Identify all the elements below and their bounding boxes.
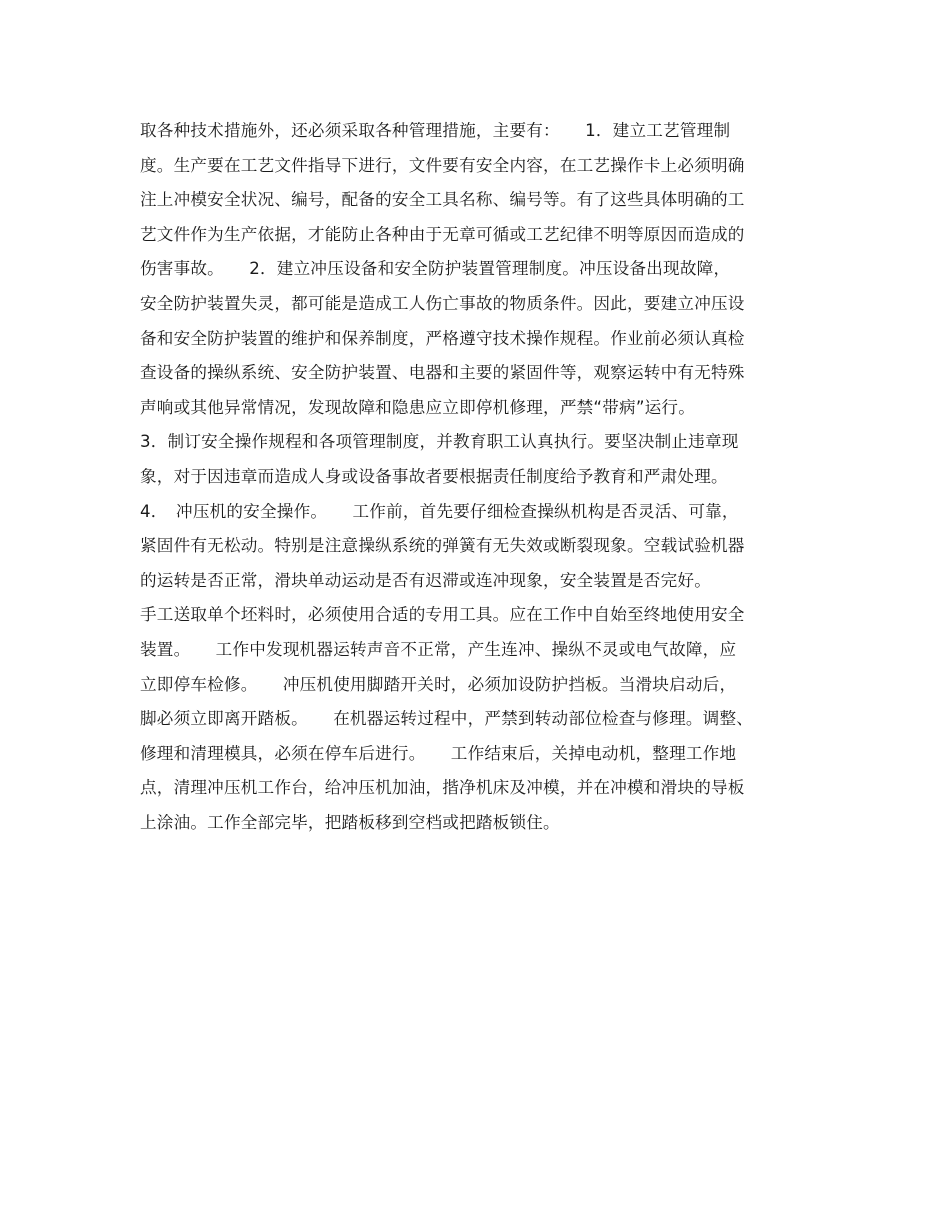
- text-line: 3．制订安全操作规程和各项管理制度，并教育职工认真执行。要坚决制止违章现: [140, 432, 739, 452]
- text-line: 的运转是否正常，滑块单动运动是否有迟滞或连冲现象，安全装置是否完好。: [140, 570, 711, 590]
- text-line: 立即停车检修。 冲压机使用脚踏开关时，必须加设防护挡板。当滑块启动后，: [140, 674, 737, 694]
- text-line: 4． 冲压机的安全操作。 工作前，首先要仔细检查操纵机构是否灵活、可靠，: [140, 501, 739, 521]
- text-line: 注上冲模安全状况、编号，配备的安全工具名称、编号等。有了这些具体明确的工: [140, 190, 745, 210]
- text-line: 伤害事故。 2．建立冲压设备和安全防护装置管理制度。冲压设备出现故障，: [140, 259, 731, 279]
- text-line: 上涂油。工作全部完毕，把踏板移到空档或把踏板锁住。: [140, 812, 560, 832]
- text-line: 度。生产要在工艺文件指导下进行，文件要有安全内容，在工艺操作卡上必须明确: [140, 155, 745, 175]
- text-line: 查设备的操纵系统、安全防护装置、电器和主要的紧固件等，观察运转中有无特殊: [140, 363, 745, 383]
- text-line: 艺文件作为生产依据，才能防止各种由于无章可循或工艺纪律不明等原因而造成的: [140, 224, 745, 244]
- text-line: 脚必须立即离开踏板。 在机器运转过程中，严禁到转动部位检查与修理。调整、: [140, 709, 754, 729]
- body-text: [140, 114, 816, 840]
- text-line: 修理和清理模具，必须在停车后进行。 工作结束后，关掉电动机，整理工作地: [140, 743, 737, 763]
- text-line: 象，对于因违章而造成人身或设备事故者要根据责任制度给予教育和严肃处理。: [140, 466, 728, 486]
- text-line: 紧固件有无松动。特别是注意操纵系统的弹簧有无失效或断裂现象。空载试验机器: [140, 536, 745, 556]
- text-line: 声响或其他异常情况，发现故障和隐患应立即停机修理，严禁“带病”运行。: [140, 397, 695, 417]
- text-line: 备和安全防护装置的维护和保养制度，严格遵守技术操作规程。作业前必须认真检: [140, 328, 745, 348]
- text-line: 手工送取单个坯料时，必须使用合适的专用工具。应在工作中自始至终地使用安全: [140, 605, 745, 625]
- text-line: 取各种技术措施外，还必须采取各种管理措施，主要有： 1．建立工艺管理制: [140, 121, 731, 140]
- text-line: 装置。 工作中发现机器运转声音不正常，产生连冲、操纵不灵或电气故障，应: [140, 639, 737, 659]
- text-line: 安全防护装置失灵，都可能是造成工人伤亡事故的物质条件。因此，要建立冲压设: [140, 293, 745, 313]
- text-line: 点，清理冲压机工作台，给冲压机加油，揩净机床及冲模，并在冲模和滑块的导板: [140, 778, 745, 798]
